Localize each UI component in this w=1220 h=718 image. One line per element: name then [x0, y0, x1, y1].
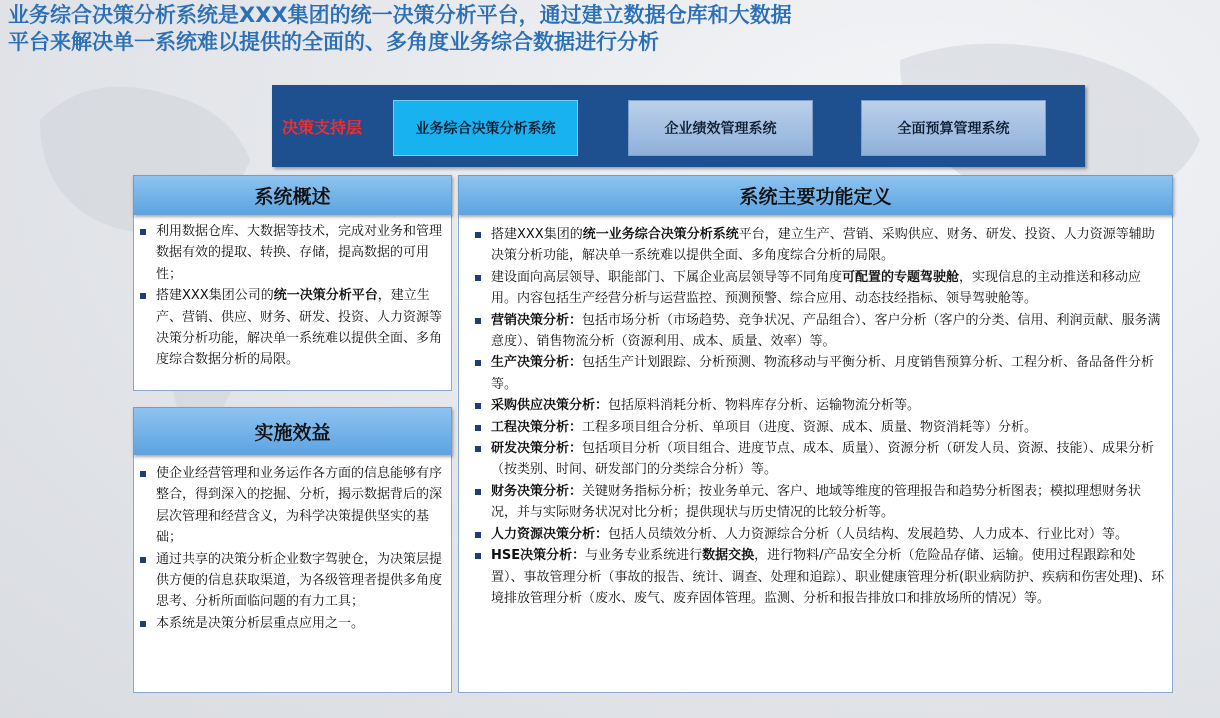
functions-heading: 系统主要功能定义: [458, 175, 1173, 215]
bold-text: 生产决策分析：: [491, 355, 583, 371]
square-bullet-icon: [475, 360, 481, 366]
square-bullet-icon: [140, 557, 146, 563]
bold-text: 人力资源决策分析：: [491, 526, 609, 542]
bullet-item: [134, 613, 446, 634]
decision-support-banner: [272, 85, 1085, 167]
bullet-item: [469, 545, 1167, 609]
square-bullet-icon: [475, 446, 481, 452]
bold-text: 工程决策分析：: [491, 419, 583, 435]
text-segment: 包括生产计划跟踪、分析预测、物流移动与平衡分析、月度销售预算分析、工程分析、备品备件分析等。: [491, 355, 1155, 392]
bullet-item: [469, 481, 1167, 524]
square-bullet-icon: [475, 275, 481, 281]
title-line-2: 平台来解决单一系统难以提供的全面的、多角度业务综合数据进行分析: [8, 30, 659, 54]
bullet-item: [469, 417, 1167, 438]
bullet-item: [134, 285, 446, 371]
functions-list: [469, 224, 1167, 609]
text-segment: 包括人员绩效分析、人力资源综合分析（人员结构、发展趋势、人力成本、行业比对）等。: [608, 526, 1129, 542]
bullet-item: [469, 310, 1167, 353]
bold-text: 营销决策分析：: [491, 312, 583, 328]
benefits-panel: [133, 432, 452, 693]
square-bullet-icon: [475, 489, 481, 495]
text-segment: ，建立生产、营销、供应、财务、研发、投资、人力资源等决策分析功能，解决单一系统难以提供全面、多角度综合数据分析的局限。: [156, 288, 443, 368]
title-line-1: 业务综合决策分析系统是XXX集团的统一决策分析平台，通过建立数据仓库和大数据: [8, 3, 792, 27]
square-bullet-icon: [140, 293, 146, 299]
text-segment: 使企业经营管理和业务运作各方面的信息能够有序整合，得到深入的挖掘、分析，揭示数据背后的深层次管理和经营含义，为科学决策提供坚实的基础；: [156, 466, 443, 546]
bold-text: 统一业务综合决策分析系统: [582, 227, 739, 242]
system-button-business-analysis[interactable]: 业务综合决策分析系统: [393, 100, 578, 156]
text-segment: ，实现信息的主动推送和移动应用。内容包括生产经营分析与运营监控、预测预警、综合应用、动态技经指标、领导驾驶舱等。: [491, 269, 1142, 307]
text-segment: 利用数据仓库、大数据等技术，完成对业务和管理数据有效的提取、转换、存储，提高数据的可用性；: [156, 224, 443, 282]
bullet-item: [469, 395, 1167, 416]
text-segment: 包括市场分析（市场趋势、竞争状况、产品组合）、客户分析（客户的分类、信用、利润贡献、服务满意度）、销售物流分析（资源利用、成本、质量、效率）等。: [491, 312, 1161, 350]
benefits-list: [134, 463, 446, 634]
benefits-heading: 实施效益: [133, 407, 452, 455]
square-bullet-icon: [140, 229, 146, 235]
bullet-item: [469, 352, 1167, 395]
system-button-budget-management[interactable]: 全面预算管理系统: [861, 100, 1046, 156]
square-bullet-icon: [140, 471, 146, 477]
bold-text: 可配置的专题驾驶舱: [842, 269, 960, 285]
bullet-item: [134, 463, 446, 549]
text-segment: 通过共享的决策分析企业数字驾驶仓，为决策层提供方便的信息获取渠道，为各级管理者提供多角度思考、分析所面临问题的有力工具；: [156, 551, 443, 610]
bullet-item: [469, 438, 1167, 481]
bullet-item: [469, 267, 1167, 310]
square-bullet-icon: [475, 403, 481, 409]
square-bullet-icon: [475, 425, 481, 431]
decision-support-layer-label: 决策支持层: [282, 118, 363, 137]
functions-panel: [458, 196, 1173, 693]
text-segment: 工程多项目组合分析、单项目（进度、资源、成本、质量、物资消耗等）分析。: [582, 419, 1038, 435]
text-segment: 本系统是决策分析层重点应用之一。: [156, 615, 365, 631]
bullet-item: [469, 524, 1167, 545]
bold-text: 研发决策分析：: [491, 441, 583, 457]
text-segment: ，进行物料/产品安全分析（危险品存储、运输。使用过程跟踪和处置）、事故管理分析（事故的报告、统计、调查、处理和追踪）、职业健康管理分析(职业病防护、疾病和伤害处理)、环境排放管理分析（废水、废气、废弃固体管理。监测、分析和报告排放口和排放场所的情况）等。: [491, 548, 1165, 606]
page-title: [8, 2, 1208, 56]
bullet-item: [134, 221, 446, 285]
text-segment: 关键财务指标分析；按业务单元、客户、地域等维度的管理报告和趋势分析图表；模拟理想财务状况，并与实际财务状况对比分析；提供现状与历史情况的比较分析等。: [491, 483, 1142, 521]
bold-text: 统一决策分析平台: [273, 288, 378, 304]
square-bullet-icon: [475, 232, 481, 238]
bold-text: 数据交换: [702, 548, 755, 564]
bold-text: 采购供应决策分析：: [491, 398, 609, 414]
text-segment: 搭建XXX集团公司的: [156, 288, 274, 304]
text-segment: 搭建XXX集团的: [491, 227, 583, 242]
text-segment: 包括项目分析（项目组合、进度节点、成本、质量）、资源分析（研发人员、资源、技能）、成果分析（按类别、时间、研发部门的分类综合分析）等。: [491, 441, 1155, 478]
overview-panel: [133, 196, 452, 391]
text-segment: 建设面向高层领导、职能部门、下属企业高层领导等不同角度: [491, 269, 843, 285]
square-bullet-icon: [475, 553, 481, 559]
text-segment: 平台，建立生产、营销、采购供应、财务、研发、投资、人力资源等辅助决策分析功能，解决单一系统难以提供全面、多角度综合分析的局限。: [491, 227, 1155, 264]
bullet-item: [469, 224, 1167, 267]
bullet-item: [134, 549, 446, 613]
bold-text: HSE决策分析：: [491, 548, 586, 564]
overview-heading: 系统概述: [133, 175, 452, 215]
text-segment: 包括原料消耗分析、物料库存分析、运输物流分析等。: [608, 398, 921, 414]
square-bullet-icon: [475, 532, 481, 538]
system-button-performance-management[interactable]: 企业绩效管理系统: [628, 100, 813, 156]
overview-list: [134, 221, 446, 371]
bold-text: 财务决策分析：: [491, 483, 583, 499]
square-bullet-icon: [140, 621, 146, 627]
text-segment: 与业务专业系统进行: [585, 548, 703, 564]
square-bullet-icon: [475, 318, 481, 324]
